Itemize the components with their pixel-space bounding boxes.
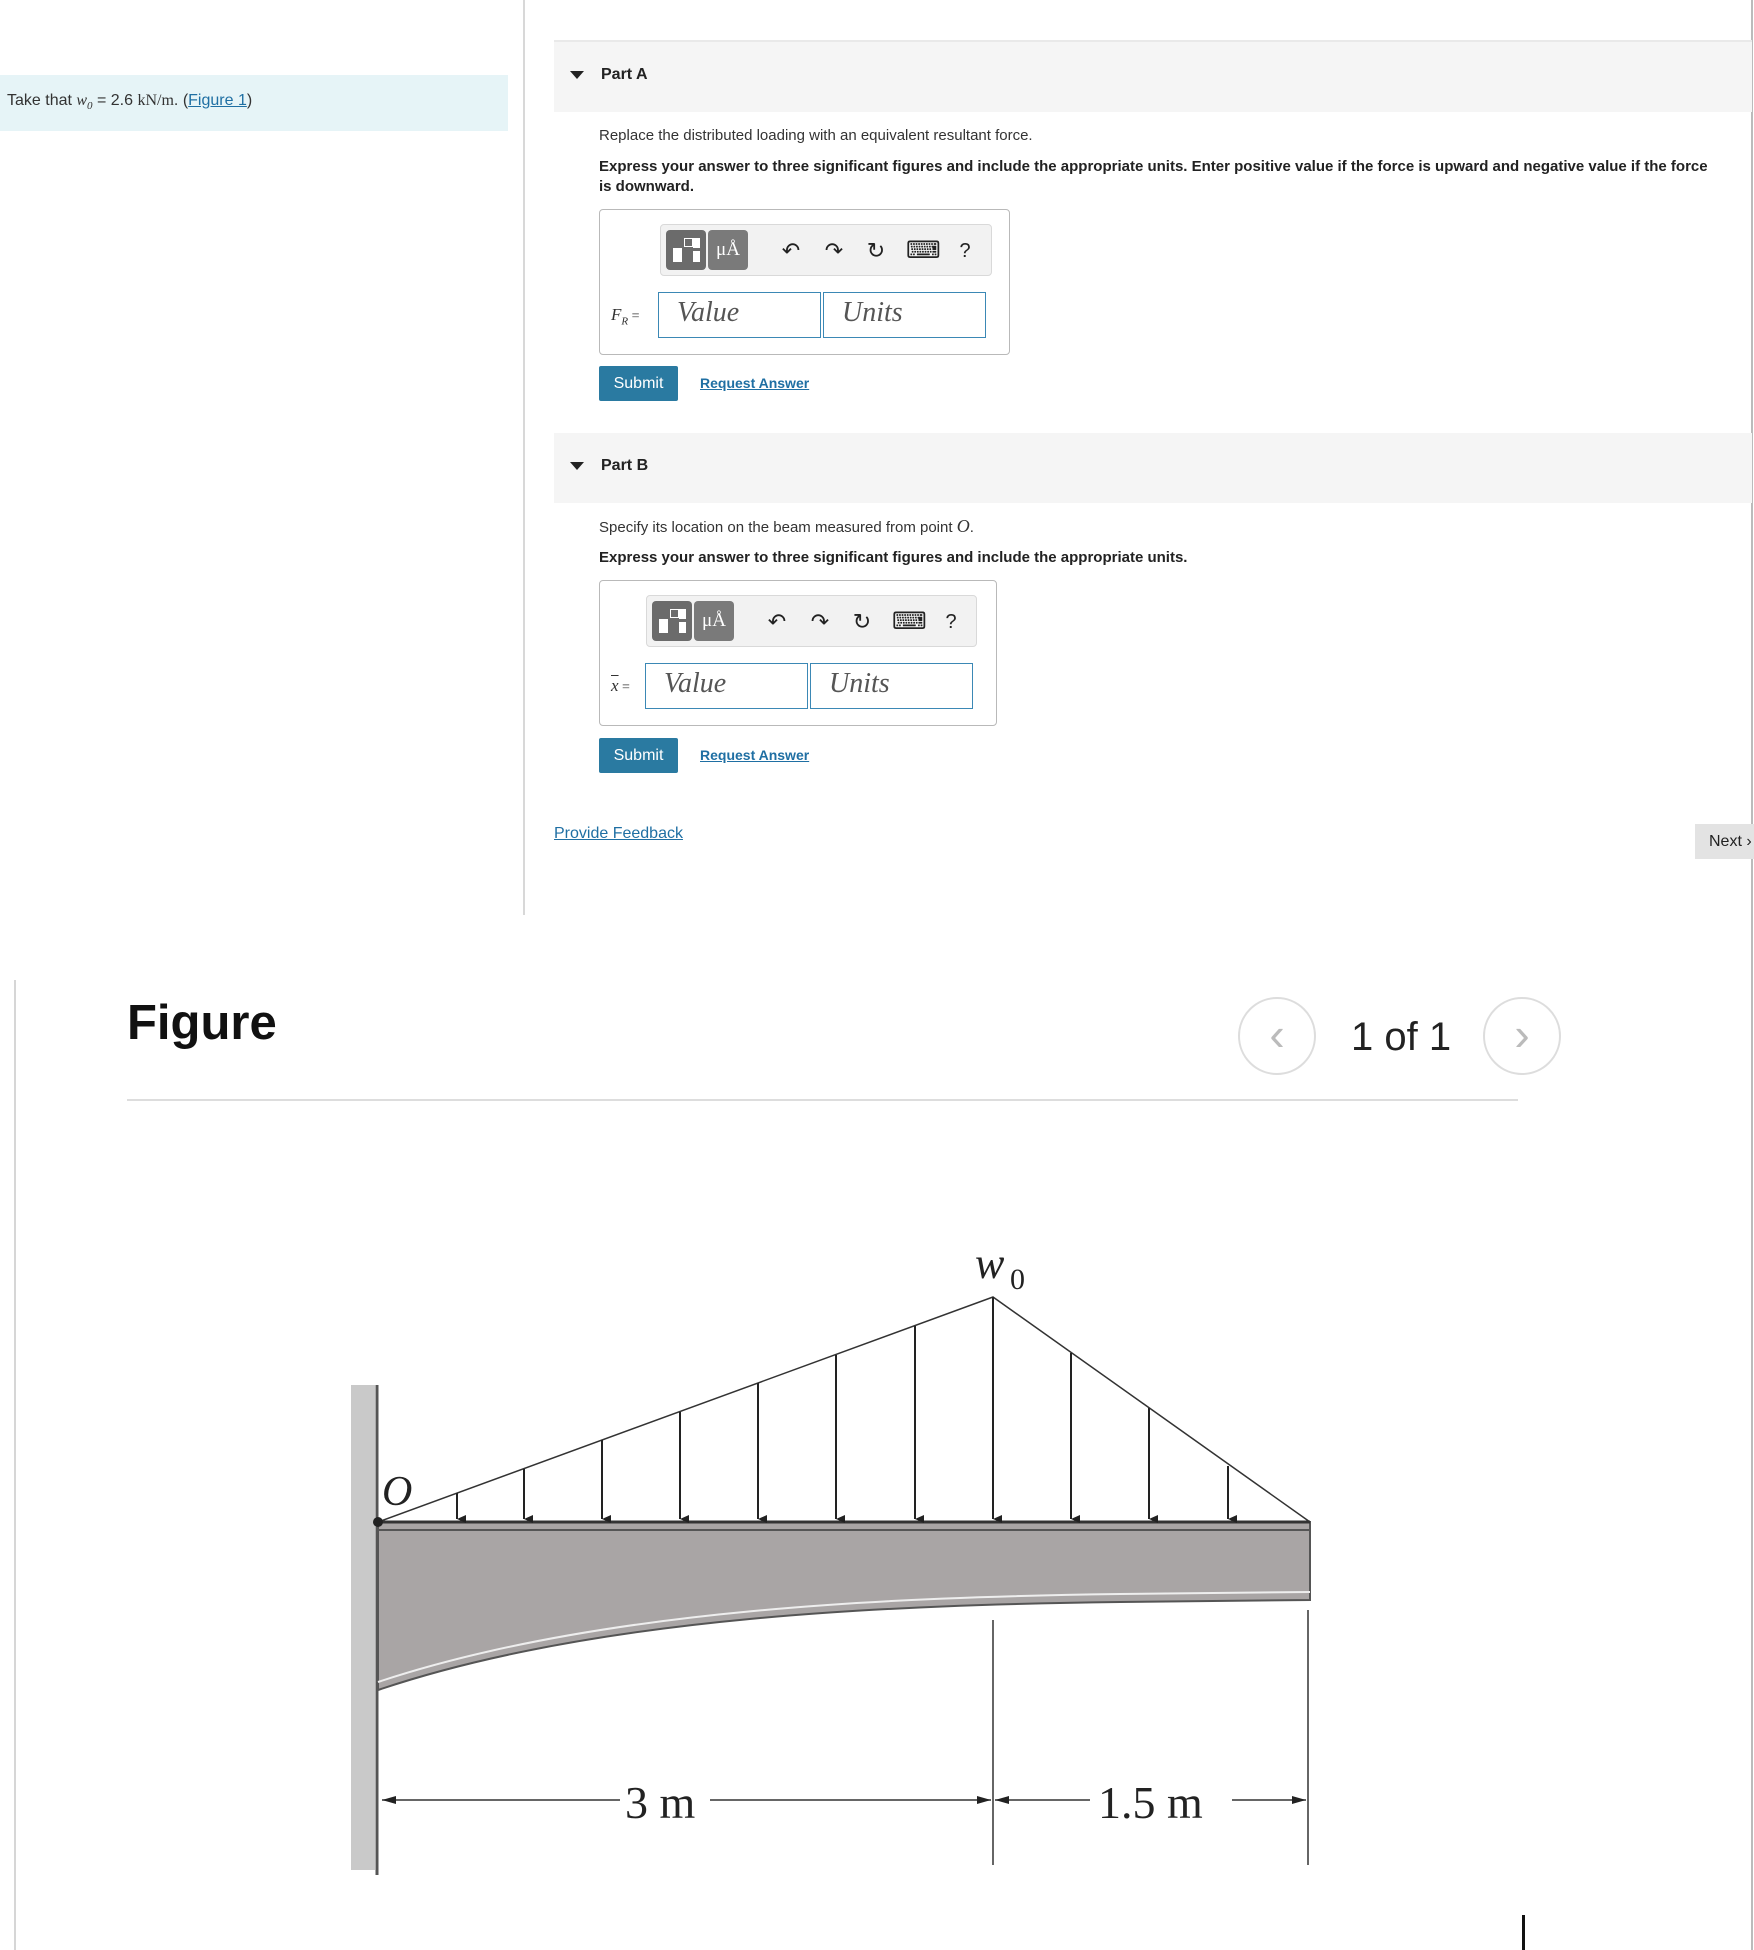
undo-icon[interactable]: ↶ bbox=[781, 238, 801, 263]
redo-icon[interactable]: ↷ bbox=[824, 238, 844, 263]
text-cursor bbox=[1522, 1915, 1525, 1950]
provide-feedback-link[interactable]: Provide Feedback bbox=[554, 825, 683, 842]
part-a-value-input[interactable]: Value bbox=[658, 292, 821, 338]
problem-variable: w bbox=[76, 92, 88, 109]
problem-variable-sub: 0 bbox=[87, 100, 93, 113]
problem-equals: = 2.6 bbox=[92, 92, 138, 109]
part-b-prompt-end: . bbox=[969, 519, 974, 536]
part-a-units-input[interactable]: Units bbox=[823, 292, 986, 338]
load-label: w bbox=[975, 1239, 1005, 1288]
load-label-sub: 0 bbox=[1010, 1263, 1025, 1296]
undo-icon[interactable]: ↶ bbox=[767, 609, 787, 634]
figure-pager: 1 of 1 bbox=[1351, 1015, 1452, 1059]
beam bbox=[378, 1522, 1310, 1690]
keyboard-icon[interactable]: ⌨ bbox=[892, 608, 927, 635]
dim-label-left: 3 m bbox=[625, 1777, 696, 1828]
part-a-prompt: Replace the distributed loading with an equivalent resultant force. bbox=[599, 127, 1033, 144]
var-f: F bbox=[611, 305, 622, 324]
units-symbols-icon[interactable]: μÅ bbox=[708, 230, 748, 270]
part-b-prompt-text: Specify its location on the beam measured from point bbox=[599, 519, 957, 536]
part-a-submit-button[interactable]: Submit bbox=[599, 366, 678, 401]
wall-support bbox=[351, 1385, 375, 1870]
part-a-request-answer-link[interactable]: Request Answer bbox=[700, 375, 810, 391]
part-b-units-input[interactable]: Units bbox=[810, 663, 973, 709]
load-diagram bbox=[378, 1297, 1310, 1522]
part-b-instruction: Express your answer to three significant figures and include the appropriate units. bbox=[599, 549, 1188, 566]
chevron-right-icon: › bbox=[1514, 1008, 1530, 1060]
part-b-request-answer-link[interactable]: Request Answer bbox=[700, 747, 810, 763]
problem-after-unit: . ( bbox=[173, 92, 189, 109]
reset-icon[interactable]: ↻ bbox=[852, 609, 872, 634]
units-symbols-icon[interactable]: μÅ bbox=[694, 601, 734, 641]
origin-label: O bbox=[382, 1469, 413, 1515]
var-r-sub: R bbox=[621, 315, 629, 328]
redo-icon[interactable]: ↷ bbox=[810, 609, 830, 634]
part-b-submit-button[interactable]: Submit bbox=[599, 738, 678, 773]
reset-icon[interactable]: ↻ bbox=[866, 238, 886, 263]
problem-close: ) bbox=[246, 92, 253, 109]
figure-heading: Figure bbox=[127, 996, 277, 1050]
origin-point bbox=[373, 1517, 383, 1527]
problem-unit: kN/m bbox=[137, 92, 174, 109]
chevron-left-icon: ‹ bbox=[1269, 1008, 1285, 1060]
dim-label-right: 1.5 m bbox=[1098, 1777, 1203, 1828]
help-icon[interactable]: ? bbox=[959, 240, 971, 262]
var-equals: = bbox=[628, 309, 640, 324]
part-a-instruction: Express your answer to three significant figures and include the appropriate units. Enter positive value if the force is upward and negative value if the force is downward. bbox=[599, 158, 1708, 195]
figure-link[interactable]: Figure 1 bbox=[188, 92, 247, 109]
help-icon[interactable]: ? bbox=[945, 611, 957, 633]
problem-prefix: Take that bbox=[7, 92, 77, 109]
var-x-bar: $\overline{x}$ bbox=[611, 676, 619, 695]
part-a-title: Part A bbox=[601, 66, 648, 83]
next-button[interactable]: Next › bbox=[1695, 824, 1754, 859]
keyboard-icon[interactable]: ⌨ bbox=[906, 237, 941, 264]
part-b-title: Part B bbox=[601, 457, 649, 474]
var-equals: = bbox=[618, 680, 630, 695]
point-o: O bbox=[956, 516, 970, 536]
part-b-value-input[interactable]: Value bbox=[645, 663, 808, 709]
